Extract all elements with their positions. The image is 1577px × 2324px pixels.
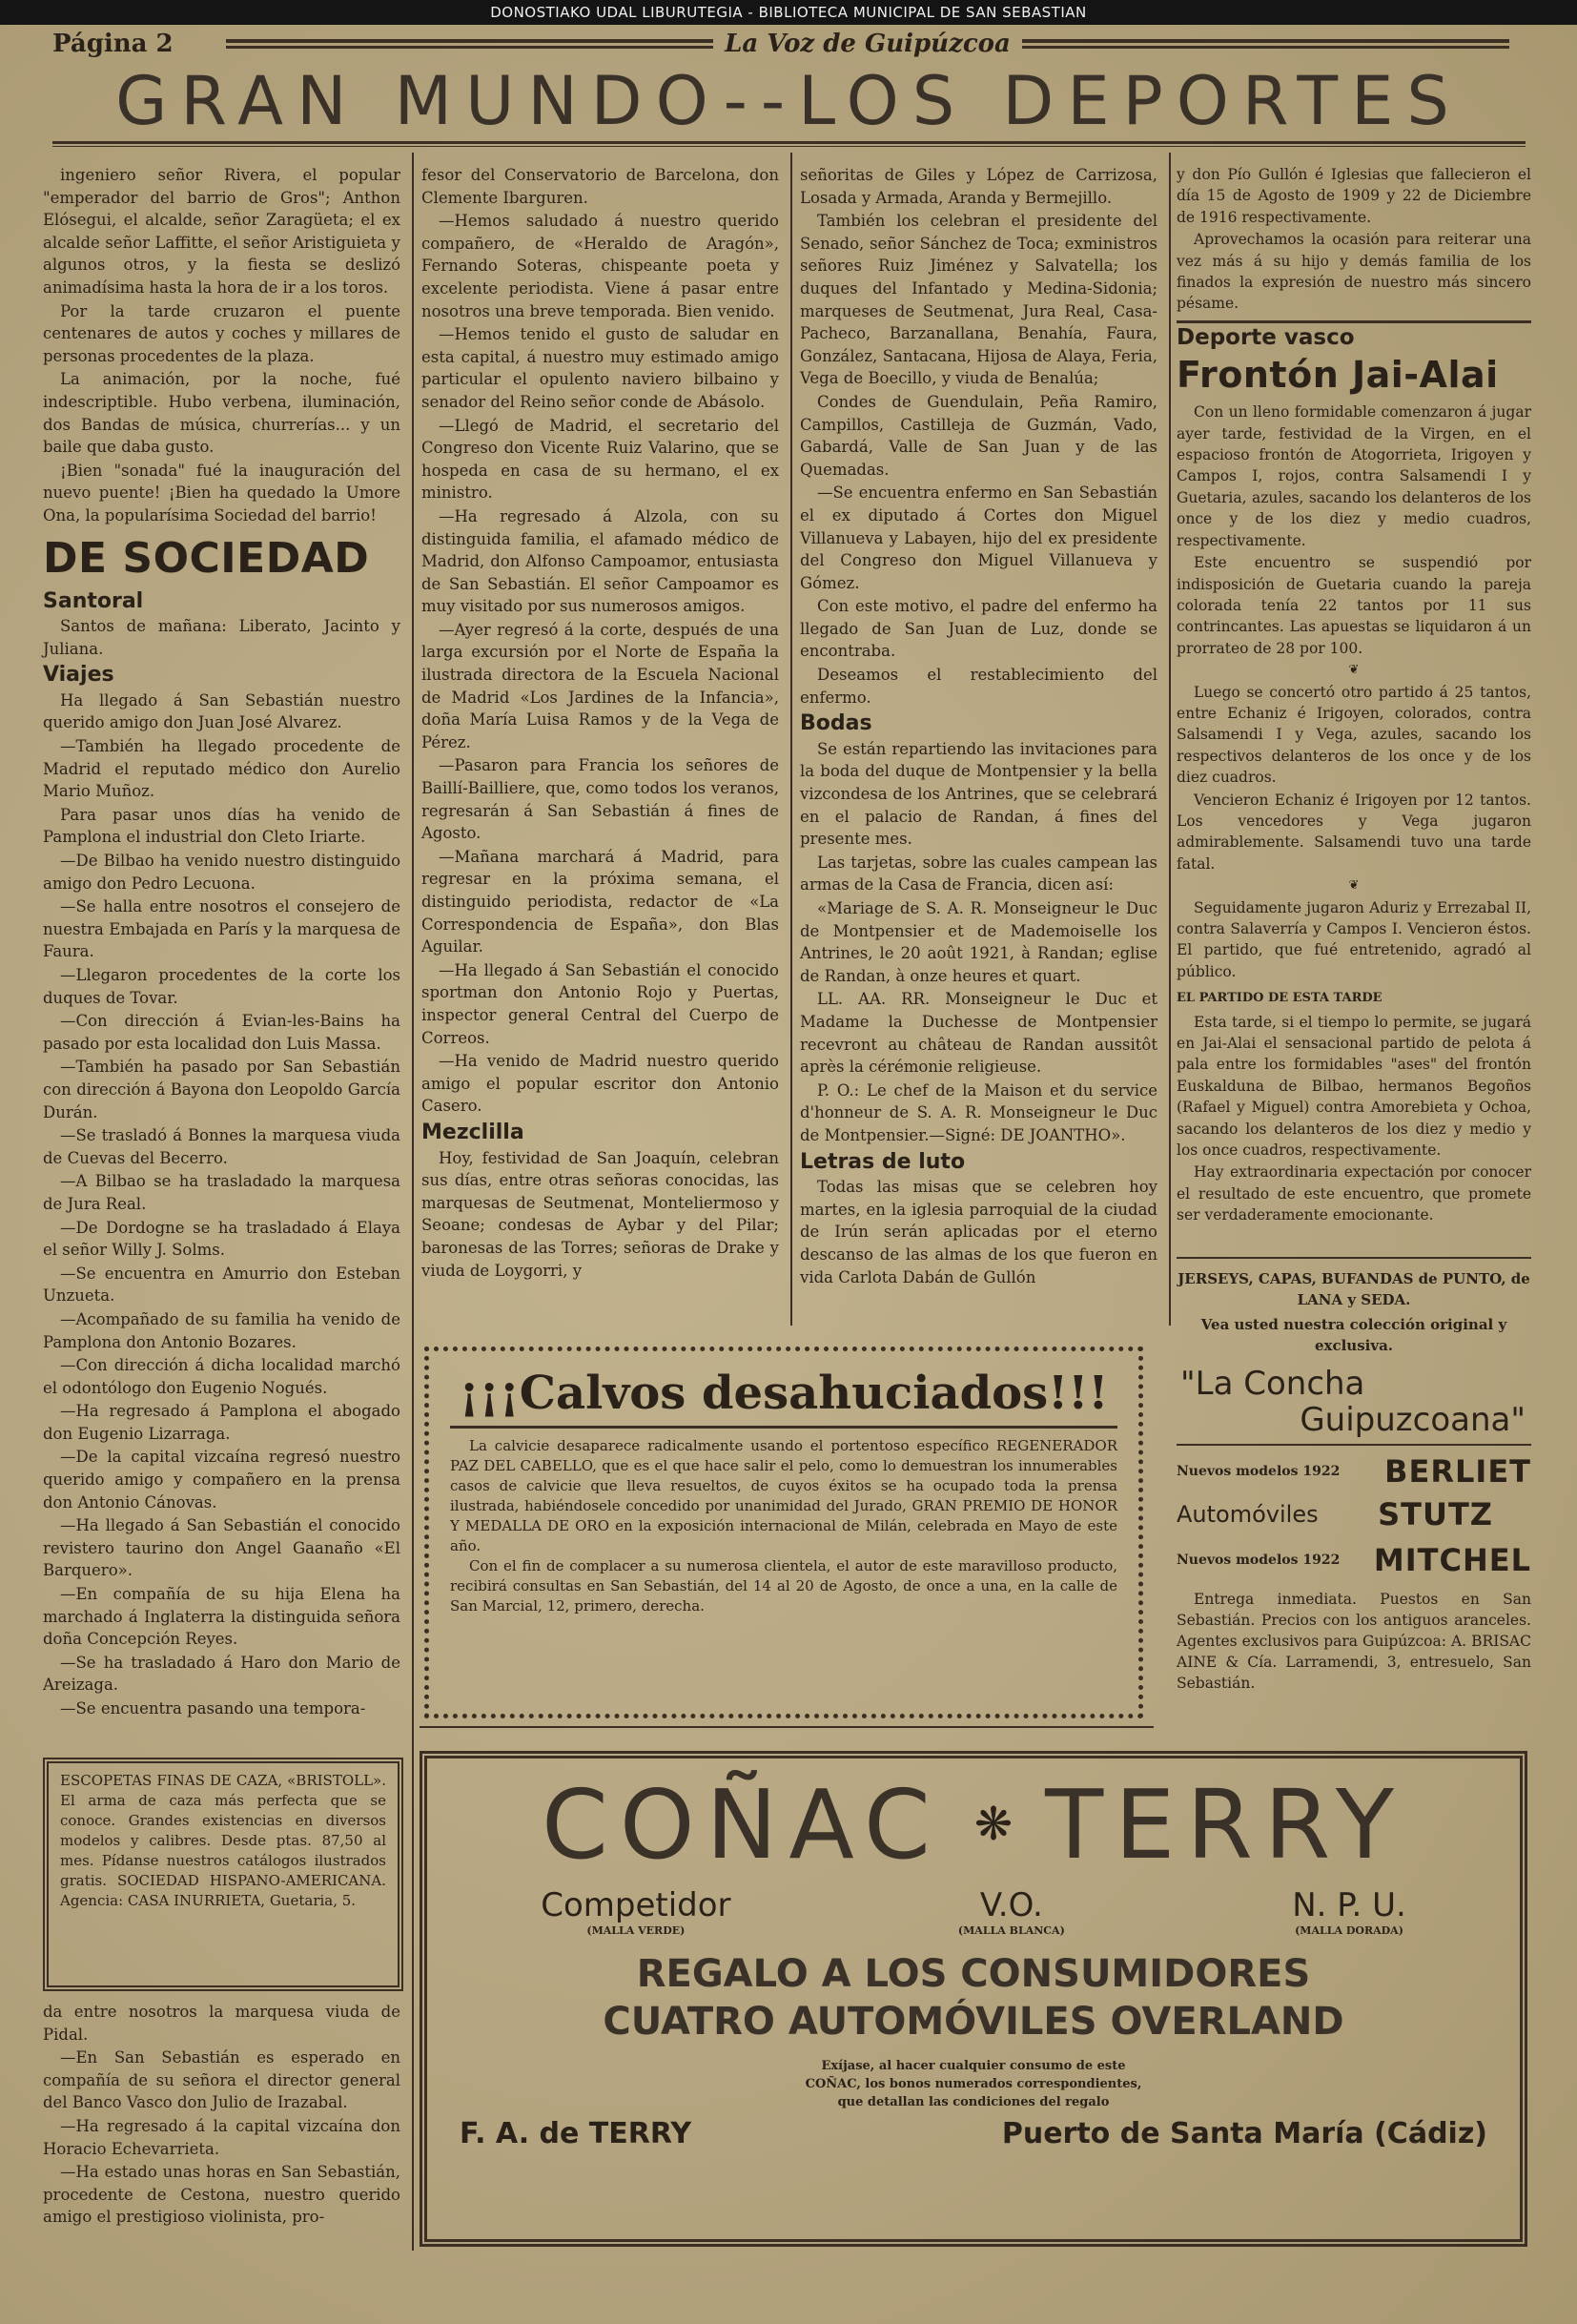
page-header bbox=[52, 27, 1521, 61]
continued-paragraph: —Ha regresado á la capital vizcaína don Horacio Echevarrieta. bbox=[43, 2116, 400, 2158]
bodas-paragraph: Las tarjetas, sobre las cuales campean las armas de la Casa de Francia, dicen así: bbox=[800, 853, 1157, 895]
concha-ad bbox=[1177, 1257, 1531, 1715]
fronton-paragraph: Vencieron Echaniz é Irigoyen por 12 tantos. Los vencedores y Vega jugaron admirablemente. Salsamendi tuvo una tarde fatal. bbox=[1177, 791, 1531, 873]
santoral-text: Santos de mañana: Liberato, Jacinto y Juliana. bbox=[43, 617, 400, 658]
viajes-item: —De Dordogne se ha trasladado á Elaya el señor Willy J. Solms. bbox=[43, 1218, 400, 1260]
concha-line-2: Vea usted nuestra colección original y exclusiva. bbox=[1200, 1316, 1507, 1354]
ad-rule bbox=[420, 1726, 1154, 1728]
terry-footer bbox=[427, 2117, 1520, 2150]
column-3-paragraph: Con este motivo, el padre del enfermo ha llegado de San Juan de Luz, donde se encontraba. bbox=[800, 597, 1157, 661]
column-3-paragraph: Deseamos el restablecimiento del enfermo. bbox=[800, 666, 1157, 707]
column-2 bbox=[421, 164, 779, 1318]
terry-varieties bbox=[427, 1886, 1520, 1937]
column-4-paragraph: Aprovechamos la ocasión para reiterar una vez más á su hijo y demás familia de los finados la expresión de nuestro más sincero pésame. bbox=[1177, 231, 1531, 313]
fronton-heading: Frontón Jai-Alai bbox=[1177, 354, 1499, 397]
masthead-rule bbox=[52, 141, 1526, 147]
continued-paragraph: —En San Sebastián es esperado en compañía de su señora el director general del Banco Vasco don Julio de Irazabal. bbox=[43, 2048, 400, 2112]
section-masthead: GRAN MUNDO--LOS DEPORTES bbox=[115, 62, 1463, 140]
terry-brand-right: TERRY bbox=[1045, 1768, 1405, 1881]
header-rule-left bbox=[226, 39, 713, 49]
viajes-heading: Viajes bbox=[43, 663, 114, 688]
continued-paragraph: da entre nosotros la marquesa viuda de Pidal. bbox=[43, 2003, 400, 2044]
viajes-item: —Se halla entre nosotros el consejero de nuestra Embajada en París y la marquesa de Faura. bbox=[43, 897, 400, 961]
variety-sub: (MALLA BLANCA) bbox=[957, 1924, 1065, 1937]
automoviles-label: Automóviles bbox=[1177, 1501, 1319, 1528]
viajes-item: —Ha llegado á San Sebastián el conocido revistero taurino don Angel Gaanaño «El Barquero». bbox=[43, 1516, 400, 1580]
column-2-paragraph: —Ayer regresó á la corte, después de una larga excursión por el Norte de España la ilustrada directora de la Escuela Nacional de Madrid «Los Jardines de la Infancia», doña María Luisa Ramos y de la Vega de Pérez. bbox=[421, 620, 779, 751]
column-2-paragraph: —Hemos tenido el gusto de saludar en esta capital, á nuestro muy estimado amigo particular el opulento naviero bilbaino y senador del Reino señor conde de Abásolo. bbox=[421, 325, 779, 411]
library-banner: DONOSTIAKO UDAL LIBURUTEGIA - BIBLIOTECA MUNICIPAL DE SAN SEBASTIAN bbox=[0, 0, 1577, 25]
column-2-paragraph: —Ha venido de Madrid nuestro querido amigo el popular escritor don Antonio Casero. bbox=[421, 1052, 779, 1116]
column-3-paragraph: Condes de Guendulain, Peña Ramiro, Campillos, Castilleja de Guzmán, Vado, Gabardá, Valle de San Juan y de las Quemadas. bbox=[800, 392, 1157, 479]
viajes-item: —Llegaron procedentes de la corte los duques de Tovar. bbox=[43, 966, 400, 1007]
bodas-paragraph: P. O.: Le chef de la Maison et du service d'honneur de S. A. R. Monseigneur le Duc de Montpensier.—Signé: DE JOANTHO». bbox=[800, 1080, 1157, 1144]
column-3-paragraph: También los celebran el presidente del Senado, señor Sánchez de Toca; exministros señores Ruiz Jiménez y Salvatella; los duques del Infantado y Medina-Sidonia; marqueses de Seutmenat, Jura Real, Casa-Pacheco, Barzanallana, Benahía, Faura, González, Santacana, Hijosa de Alaya, Feria, Vega de Boecillo, y viuda de Benalúa; bbox=[800, 212, 1157, 388]
column-rule-3 bbox=[1169, 153, 1171, 1326]
column-3-paragraph: —Se encuentra enfermo en San Sebastián el ex diputado á Cortes don Miguel Villanueva y Labayen, hijo del ex presidente del Congreso don Miguel Villanueva y Gómez. bbox=[800, 483, 1157, 592]
calvos-title: ¡¡¡Calvos desahuciados!!! bbox=[450, 1365, 1117, 1429]
viajes-item: —Se trasladó á Bonnes la marquesa viuda de Cuevas del Becerro. bbox=[43, 1126, 400, 1167]
column-4-paragraph: y don Pío Gullón é Iglesias que fallecieron el día 15 de Agosto de 1909 y 22 de Diciembre de 1916 respectivamente. bbox=[1177, 166, 1531, 226]
lead-paragraph: ingeniero señor Rivera, el popular "emperador del barrio de Gros"; Anthon Elósegui, el alcalde, señor Zaragüeta; el ex alcalde señor Laffitte, el señor Aristiguieta y algunos otros, y la fiesta se deslizó animadísima hasta la hora de ir a los toros. bbox=[43, 166, 400, 297]
variety-name: V.O. bbox=[979, 1886, 1043, 1924]
variety-name: N. P. U. bbox=[1292, 1886, 1406, 1924]
calvos-paragraph: La calvicie desaparece radicalmente usando el portentoso específico REGENERADOR PAZ DEL CABELLO, que es el que hace salir el pelo, como lo demuestran los innumerables casos de calvicie que lleva resueltos, de cuyos éxitos se ha ocupado toda la prensa ilustrada, habiéndosele concedido por unanimidad del Jurado, GRAN PREMIO DE HONOR Y MEDALLA DE ORO en la exposición internacional de Milán, celebrada en Mayo de este año. bbox=[450, 1437, 1117, 1554]
column-3-paragraph: señoritas de Giles y López de Carrizosa, Losada y Armada, Aranda y Bermejillo. bbox=[800, 166, 1157, 207]
section-divider bbox=[1177, 320, 1531, 323]
terry-ad bbox=[420, 1751, 1527, 2247]
deporte-vasco-heading: Deporte vasco bbox=[1177, 324, 1355, 350]
variety-vo bbox=[958, 1886, 1065, 1937]
column-1-continued bbox=[43, 2001, 400, 2258]
viajes-item: —Acompañado de su familia ha venido de Pamplona don Antonio Bozares. bbox=[43, 1309, 400, 1351]
bodas-paragraph: Se están repartiendo las invitaciones para la boda del duque de Montpensier y la bella vizcondesa de los Antrines, que se celebrará en el palacio de Randan, á fines del presente mes. bbox=[800, 739, 1157, 849]
berliet-row bbox=[1177, 1451, 1531, 1491]
variety-npu bbox=[1292, 1886, 1406, 1937]
variety-sub: (MALLA DORADA) bbox=[1295, 1924, 1403, 1937]
concha-line-1: JERSEYS, CAPAS, BUFANDAS de PUNTO, de LANA y SEDA. bbox=[1178, 1270, 1530, 1308]
regalo-line-2: CUATRO AUTOMÓVILES OVERLAND bbox=[603, 2000, 1344, 2044]
mitchel-brand: MITCHEL bbox=[1373, 1542, 1531, 1578]
continued-paragraph: —Ha estado unas horas en San Sebastián, procedente de Cestona, nuestro querido amigo el prestigioso violinista, pro- bbox=[43, 2163, 400, 2227]
concha-divider bbox=[1177, 1444, 1531, 1446]
regalo-line-1: REGALO A LOS CONSUMIDORES bbox=[636, 1952, 1311, 1996]
viajes-item: —En compañía de su hija Elena ha marchado á Inglaterra la distinguida señora doña Concepción Reyes. bbox=[43, 1585, 400, 1649]
luto-text: Todas las misas que se celebren hoy martes, en la iglesia parroquial de la ciudad de Irún serán aplicadas por el eterno descanso de las almas de los que fueron en vida Carlota Dabán de Gullón bbox=[800, 1178, 1157, 1286]
viajes-item: —De la capital vizcaína regresó nuestro querido amigo y compañero en la prensa don Antonio Cánovas. bbox=[43, 1448, 400, 1512]
partido-paragraph: Esta tarde, si el tiempo lo permite, se jugará en Jai-Alai el sensacional partido de pelota á pala entre los formidables "ases" del frontón Euskalduna de Bilbao, hermanos Begoños (Rafael y Miguel) contra Amorebieta y Ochoa, sacando los delanteros de los diez y medio y los once cuadros, respectivamente. bbox=[1177, 1013, 1531, 1160]
column-2-paragraph: —Mañana marchará á Madrid, para regresar en la próxima semana, el distinguido periodista, redactor de «La Correspondencia de España», don Blas Aguilar. bbox=[421, 847, 779, 956]
calvos-paragraph: Con el fin de complacer a su numerosa clientela, el autor de este maravilloso producto, recibirá consultas en San Sebastián, del 14 al 20 de Agosto, de once a una, en la calle de San Marcial, 12, primero, derecha. bbox=[450, 1557, 1117, 1614]
fronton-paragraph: Con un lleno formidable comenzaron á jugar ayer tarde, festividad de la Virgen, en el espacioso frontón de Atogorrieta, Irigoyen y Campos I, rojos, contra Salsamendi I y Guetaria, azules, sacando los delanteros de los once y de los diez y medio cuadros, respectivamente. bbox=[1177, 403, 1531, 549]
santoral-heading: Santoral bbox=[43, 588, 144, 613]
variety-competidor bbox=[541, 1886, 730, 1937]
fronton-paragraph: Luego se concertó otro partido á 25 tantos, entre Echaniz é Irigoyen, colorados, contra Salsamendi I y Vega, azules, sacando los respectivos delanteros de los once y de los diez cuadros. bbox=[1177, 683, 1531, 787]
viajes-item: —Con dirección á dicha localidad marchó el odontólogo don Eugenio Nogués. bbox=[43, 1356, 400, 1397]
page-number: Página 2 bbox=[52, 30, 174, 58]
bodas-heading: Bodas bbox=[800, 711, 872, 736]
viajes-item: —Se ha trasladado á Haro don Mario de Areizaga. bbox=[43, 1653, 400, 1695]
viajes-item: —También ha pasado por San Sebastián con dirección á Bayona don Leopoldo García Durán. bbox=[43, 1058, 400, 1121]
viajes-item: —Ha regresado á Pamplona el abogado don Eugenio Lizarraga. bbox=[43, 1402, 400, 1443]
lead-paragraph: Por la tarde cruzaron el puente centenares de autos y coches y millares de personas procedentes de la plaza. bbox=[43, 301, 400, 365]
viajes-item: Para pasar unos días ha venido de Pamplona el industrial don Cleto Iriarte. bbox=[43, 805, 400, 847]
viajes-item: —Se encuentra pasando una tempora- bbox=[60, 1699, 366, 1717]
column-3 bbox=[800, 164, 1157, 1318]
partido-paragraph: Hay extraordinaria expectación por conocer el resultado de este encuentro, que promete ser verdaderamente emocionante. bbox=[1177, 1163, 1531, 1224]
bodas-paragraph: LL. AA. RR. Monseigneur le Duc et Madame la Duchesse de Montpensier recevront au château de Randan aussitôt après la cérémonie religieuse. bbox=[800, 990, 1157, 1077]
modelos-label: Nuevos modelos 1922 bbox=[1177, 1553, 1341, 1568]
luto-heading: Letras de luto bbox=[800, 1149, 966, 1174]
calvos-ad bbox=[424, 1347, 1143, 1718]
column-2-paragraph: —Llegó de Madrid, el secretario del Congreso don Vicente Ruiz Valarino, que se hospeda en casa de su hermano, el ex ministro. bbox=[421, 416, 779, 503]
concha-logo-1: "La Concha bbox=[1180, 1365, 1365, 1403]
terry-place: Puerto de Santa María (Cádiz) bbox=[1001, 2117, 1487, 2150]
sociedad-heading: DE SOCIEDAD bbox=[43, 533, 370, 583]
partido-heading: EL PARTIDO DE ESTA TARDE bbox=[1177, 991, 1382, 1006]
variety-name: Competidor bbox=[541, 1886, 731, 1924]
column-2-paragraph: —Ha llegado á San Sebastián el conocido sportman don Antonio Rojo y Puertas, inspector general Central del Cuerpo de Correos. bbox=[421, 960, 779, 1047]
column-2-paragraph: —Ha regresado á Alzola, con su distinguida familia, el afamado médico de Madrid, don Alfonso Campoamor, entusiasta de San Sebastián. El señor Campoamor es muy visitado por sus numerosos amigos. bbox=[421, 506, 779, 616]
lead-paragraph: La animación, por la noche, fué indescriptible. Hubo verbena, iluminación, dos Bandas de música, churrerías... y un baile que daba gusto. bbox=[43, 370, 400, 457]
ornament-icon: ❋ bbox=[973, 1798, 1014, 1851]
terry-brand-row bbox=[427, 1768, 1520, 1881]
column-2-paragraph: fesor del Conservatorio de Barcelona, don Clemente Ibarguren. bbox=[421, 166, 779, 207]
separator-glyph: ❦ bbox=[1348, 663, 1360, 678]
publication-name: La Voz de Guipúzcoa bbox=[725, 30, 1011, 58]
mitchel-row bbox=[1177, 1537, 1531, 1583]
viajes-item: Ha llegado á San Sebastián nuestro querido amigo don Juan José Alvarez. bbox=[43, 690, 400, 732]
terry-brand-left: COÑAC bbox=[542, 1768, 942, 1881]
column-2-paragraph: —Hemos saludado á nuestro querido compañero, de «Heraldo de Aragón», Fernando Soteras, chispeante poeta y excelente periodista. Viene á pasar entre nosotros una breve temporada. Bien venido. bbox=[421, 212, 779, 320]
modelos-label: Nuevos modelos 1922 bbox=[1177, 1464, 1341, 1479]
viajes-item: —De Bilbao ha venido nuestro distinguido amigo don Pedro Lecuona. bbox=[43, 852, 400, 893]
escopetas-ad bbox=[43, 1758, 403, 1991]
fronton-paragraph: Este encuentro se suspendió por indisposición de Guetaria cuando la pareja colorada tenía 22 tantos por 11 sus contrincantes. Las apuestas se liquidaron á un prorrateo de 28 por 100. bbox=[1177, 554, 1531, 657]
column-2-paragraph: —Pasaron para Francia los señores de Baillí-Bailliere, que, como todos los veranos, regresarán á San Sebastián á fines de Agosto. bbox=[421, 756, 779, 843]
mezclilla-heading: Mezclilla bbox=[421, 1120, 524, 1144]
concha-logo-2: Guipuzcoana" bbox=[1300, 1401, 1526, 1439]
separator-glyph: ❦ bbox=[1348, 878, 1360, 894]
column-1 bbox=[43, 164, 400, 1747]
stutz-row bbox=[1177, 1491, 1531, 1537]
variety-sub: (MALLA VERDE) bbox=[586, 1924, 686, 1937]
column-4 bbox=[1177, 164, 1531, 1261]
concha-ad-text: Entrega inmediata. Puestos en San Sebastián. Precios con los antiguos aranceles. Agentes exclusivos para Guipúzcoa: A. BRISAC AINE & Cía. Larramendi, 3, entresuelo, San Sebastián. bbox=[1177, 1591, 1531, 1692]
mezclilla-text: Hoy, festividad de San Joaquín, celebran sus días, entre otras señoras conocidas, las marquesas de Seutmenat, Monteliermoso y Seoane; condesas de Aybar y del Pilar; baronesas de las Torres; señoras de Drake y viuda de Loygorri, y bbox=[421, 1148, 779, 1280]
viajes-item: —Con dirección á Evian-les-Bains ha pasado por esta localidad don Luis Massa. bbox=[43, 1012, 400, 1053]
viajes-item: —Se encuentra en Amurrio don Esteban Unzueta. bbox=[43, 1264, 400, 1306]
viajes-item: —También ha llegado procedente de Madrid el reputado médico don Aurelio Mario Muñoz. bbox=[43, 737, 400, 801]
bodas-paragraph: «Mariage de S. A. R. Monseigneur le Duc de Montpensier et de Mademoiselle los Antrines, le 20 août 1921, à Randan; eglise de Randan, à onze heures et quart. bbox=[800, 899, 1157, 985]
fronton-paragraph: Seguidamente jugaron Aduriz y Errezabal II, contra Salaverría y Campos I. Vencieron éstos. El partido, que fué entretenido, agradó al público. bbox=[1177, 898, 1531, 980]
column-rule-1 bbox=[412, 153, 414, 2251]
stutz-brand: STUTZ bbox=[1378, 1496, 1493, 1532]
escopetas-ad-text: ESCOPETAS FINAS DE CAZA, «BRISTOLL». El arma de caza más perfecta que se conoce. Grandes existencias en diversos modelos y calibres. Desde ptas. 87,50 al mes. Pídanse nuestros catálogos ilustrados gratis. SOCIEDAD HISPANO-AMERICANA. Agencia: CASA INURRIETA, Guetaria, 5. bbox=[60, 1772, 386, 1909]
viajes-item: —A Bilbao se ha trasladado la marquesa de Jura Real. bbox=[43, 1172, 400, 1213]
header-rule-right bbox=[1022, 39, 1509, 49]
regalo-conditions: Exíjase, al hacer cualquier consumo de este COÑAC, los bonos numerados correspondientes, que detallan las condiciones del regalo bbox=[805, 2059, 1142, 2109]
terry-firm: F. A. de TERRY bbox=[460, 2117, 692, 2150]
lead-paragraph: ¡Bien "sonada" fué la inauguración del nuevo puente! ¡Bien ha quedado la Umore Ona, la popularísima Sociedad del barrio! bbox=[43, 461, 400, 524]
column-rule-2 bbox=[790, 153, 792, 1326]
berliet-brand: BERLIET bbox=[1384, 1453, 1531, 1490]
